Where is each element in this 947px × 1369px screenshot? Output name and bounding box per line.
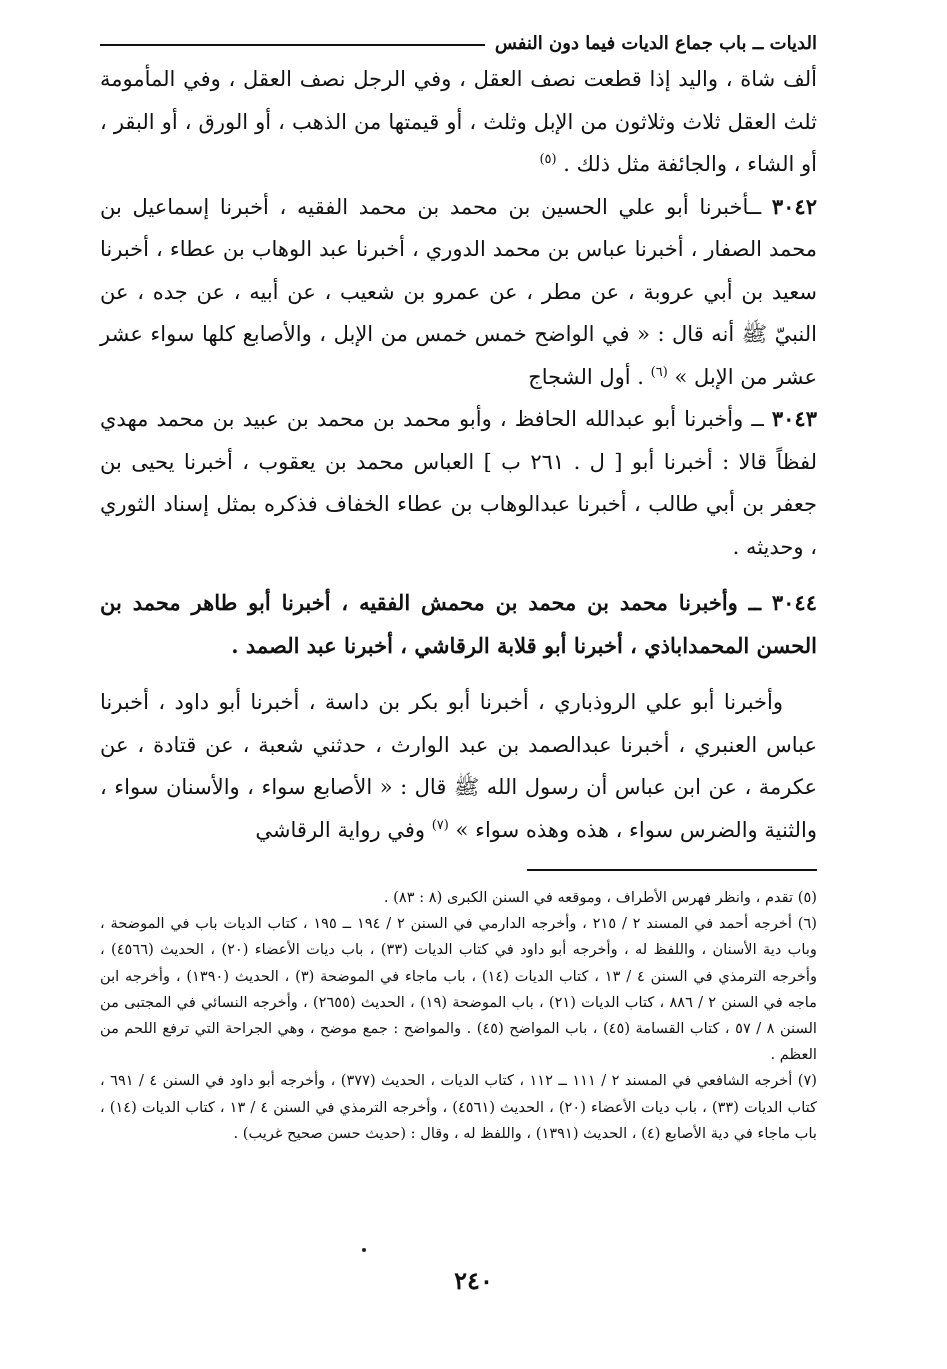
main-text (100, 58, 817, 851)
footnote-ref: (٥) (539, 152, 557, 167)
book-page (100, 28, 817, 1147)
header-title: الديات ــ باب جماع الديات فيما دون النفس (494, 32, 817, 54)
hadith-number: ٣٠٤٣ (771, 406, 817, 431)
footnote-ref: (٧) (431, 817, 449, 833)
paragraph-text: ــ وأخبرنا أبو عبدالله الحافظ ، وأبو محمد بن محمد بن عبيد بن محمد مهدي لفظاً قالا : أخبرنا أبو [ ل . ٢٦١ ب ] العباس محمد بن يعقوب ، أخبرنا يحيى بن جعفر بن أبي طالب ، أخبرنا عبدالوهاب بن عطاء الخفاف فذكره بمثل إسناد الثوري ، وحديثه . (100, 407, 817, 559)
footnote-separator (527, 869, 817, 871)
footnote-6: (٦) أخرجه أحمد في المسند ٢ / ٢١٥ ، وأخرجه الدارمي في السنن ٢ / ١٩٤ ــ ١٩٥ ، كتاب الديات باب في الموضحة ، وباب دية الأسنان ، واللفظ له ، وأخرجه أبو داود في كتاب الديات (٣٣) ، باب ديات الأعضاء (٢٠) ، الحديث (٤٥٦٦) ، وأخرجه الترمذي في السنن ٤ / ١٣ ، كتاب الديات (١٤) ، باب ماجاء في الموضحة (٣) ، الحديث (١٣٩٠) ، وأخرجه ابن ماجه في السنن ٢ / ٨٨٦ ، كتاب الديات (٢١) ، باب الموضحة (١٩) ، الحديث (٢٦٥٥) ، وأخرجه النسائي في المجتبى من السنن ٨ / ٥٧ ، كتاب القسامة (٤٥) ، باب المواضح (٤٥) . والمواضح : جمع موضح ، وهي الجراحة التي ترفع اللحم من العظم . (100, 915, 818, 1064)
page-number: ٢٤٠ (454, 1266, 493, 1295)
paragraph-continuation (100, 58, 817, 186)
paragraph-second-chain (100, 681, 817, 851)
footnote-5: (٥) تقدم ، وانظر فهرس الأطراف ، وموقعه في السنن الكبرى (٨ : ٨٣) . (383, 889, 817, 906)
paragraph-tail: . أول الشجاج (528, 364, 644, 389)
hadith-3044 (100, 582, 817, 667)
footnote-ref: (٦) (650, 364, 668, 380)
header-rule (100, 44, 485, 46)
paragraph-text: ــ وأخبرنا محمد بن محمد بن محمش الفقيه ، أخبرنا أبو طاهر محمد بن الحسن المحمداباذي ، أخبرنا أبو قلابة الرقاشي ، أخبرنا عبد الصمد . (100, 590, 817, 658)
paragraph-tail: وفي رواية الرقاشي (255, 817, 426, 842)
hadith-number: ٣٠٤٢ (771, 193, 817, 219)
paragraph-text: وأخبرنا أبو علي الروذباري ، أخبرنا أبو بكر بن داسة ، أخبرنا أبو داود ، أخبرنا عباس العنبري ، أخبرنا عبدالصمد بن عبد الوارث ، حدثني شعبة ، عن قتادة ، عن عكرمة ، عن ابن عباس أن رسول الله ﷺ قال : « الأصابع سواء ، والأسنان سواء ، والثنية والضرس سواء ، هذه وهذه سواء » (100, 690, 817, 842)
paragraph-text: ألف شاة ، واليد إذا قطعت نصف العقل ، وفي الرجل نصف العقل ، وفي المأمومة ثلث العقل ثلاث وثلاثون من الإبل وثلث ، أو قيمتها من الذهب ، أو الورق ، أو البقر ، أو الشاء ، والجائفة مثل ذلك . (100, 67, 817, 176)
ink-dot (362, 1248, 366, 1252)
running-header (100, 28, 817, 58)
hadith-number: ٣٠٤٤ (771, 590, 817, 615)
footnotes (100, 885, 817, 1147)
hadith-3042 (100, 186, 817, 399)
footnote-7: (٧) أخرجه الشافعي في المسند ٢ / ١١١ ــ ١١٢ ، كتاب الديات ، الحديث (٣٧٧) ، وأخرجه أبو داود في السنن ٤ / ٦٩١ ، كتاب الديات (٣٣) ، باب ديات الأعضاء (٢٠) ، الحديث (٤٥٦١) ، وأخرجه الترمذي في السنن ٤ / ١٣ ، كتاب الديات (١٤) ، باب ماجاء في دية الأصابع (٤) ، الحديث (١٣٩١) ، واللفظ له ، وقال : (حديث حسن صحيح غريب) . (100, 1072, 818, 1142)
paragraph-text: ــأخبرنا أبو علي الحسين بن محمد بن محمد الفقيه ، أخبرنا إسماعيل بن محمد الصفار ، أخبرنا عباس بن محمد الدوري ، أخبرنا عبد الوهاب بن عطاء ، أخبرنا سعيد بن أبي عروبة ، عن مطر ، عن عمرو بن شعيب ، عن أبيه ، عن جده ، عن النبيّ ﷺ أنه قال : « في الواضح خمس خمس من الإبل ، والأصابع كلها سواء عشر عشر من الإبل » (100, 194, 817, 389)
hadith-3043 (100, 398, 817, 568)
